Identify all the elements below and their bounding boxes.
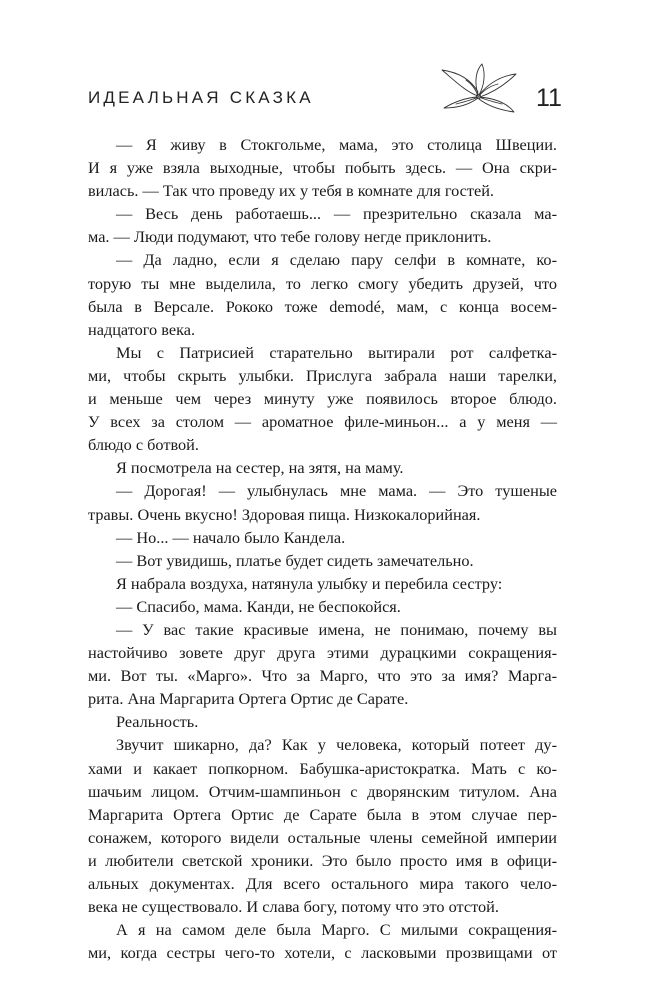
text-line: травы. Очень вкусно! Здоровая пища. Низкокалорийная.: [88, 504, 481, 524]
text-line: вилась. — Так что проведу их у тебя в комнате для гостей.: [88, 181, 494, 201]
text-line: альных документах. Для всего остального мира такого чело-: [88, 874, 557, 893]
text-line: У всех за столом — ароматное филе-миньон... а у меня —: [88, 412, 557, 432]
text-line: Я набрала воздуха, натянула улыбку и перебила сестру:: [116, 573, 503, 593]
text-line: Звучит шикарно, да? Как у человека, который потеет ду-: [116, 735, 557, 755]
text-line: — Вот увидишь, платье будет сидеть замечательно.: [116, 550, 474, 570]
text-line: — У вас такие красивые имена, не понимаю, почему вы: [116, 619, 557, 639]
text-line: — Спасибо, мама. Канди, не беспокойся.: [116, 596, 401, 616]
text-line: ма. — Люди подумают, что тебе голову негде приклонить.: [88, 227, 492, 247]
text-line: — Я живу в Стокгольме, мама, это столица Швеции.: [116, 135, 557, 154]
text-line: была в Версале. Рококо тоже demodé, мам, с конца восем-: [88, 296, 557, 316]
running-title: ИДЕАЛЬНАЯ СКАЗКА: [88, 88, 314, 107]
text-line: надцатого века.: [88, 319, 196, 339]
text-line: Маргарита Ортега Ортис де Сарате была в этом случае пер-: [88, 804, 557, 824]
text-line: А я на самом деле была Марго. С милыми сокращения-: [116, 920, 557, 940]
text-line: — Весь день работаешь... — презрительно сказала ма-: [116, 204, 557, 224]
text-line: ми, когда сестры чего-то хотели, с ласковыми прозвищами от: [88, 943, 557, 963]
text-line: сонажем, которого видели остальные члены семейной империи: [88, 827, 557, 847]
body-text: [88, 133, 557, 964]
text-line: рита. Ана Маргарита Ортега Ортис де Сарате.: [88, 689, 409, 709]
text-line: века не существовало. И слава богу, потому что это отстой.: [88, 897, 499, 917]
text-line: — Да ладно, если я сделаю пару селфи в комнате, ко-: [116, 250, 557, 270]
text-line: ми, чтобы скрыть улыбки. Прислуга забрала наши тарелки,: [88, 365, 557, 385]
text-line: настойчиво зовете друг друга этими дурацкими сокращения-: [88, 643, 557, 663]
text-line: Я посмотрела на сестер, на зятя, на маму.: [116, 458, 404, 478]
text-line: и меньше чем через минуту уже появилось второе блюдо.: [88, 389, 557, 409]
text-line: И я уже взяла выходные, чтобы побыть здесь. — Она скри-: [88, 158, 557, 178]
text-line: — Дорогая! — улыбнулась мне мама. — Это тушеные: [116, 481, 557, 501]
text-line: шачьим лицом. Отчим-шампиньон с дворянским титулом. Ана: [88, 781, 557, 801]
text-line: блюдо с ботвой.: [88, 435, 199, 455]
page-number: 11: [536, 84, 562, 112]
text-line: торую ты мне выделила, то легко смогу убедить друзей, что: [88, 273, 557, 293]
text-line: — Но... — начало было Кандела.: [116, 527, 346, 547]
text-line: хами и какает попкорном. Бабушка-аристократка. Мать с ко-: [88, 758, 557, 778]
text-line: Реальность.: [116, 712, 199, 732]
text-line: ми. Вот ты. «Марго». Что за Марго, что это за имя? Марга-: [88, 666, 557, 686]
text-line: и любители светской хроники. Это было просто имя в офици-: [88, 850, 557, 870]
text-line: Мы с Патрисией старательно вытирали рот салфетка-: [116, 342, 557, 362]
flower-icon: [436, 62, 520, 114]
